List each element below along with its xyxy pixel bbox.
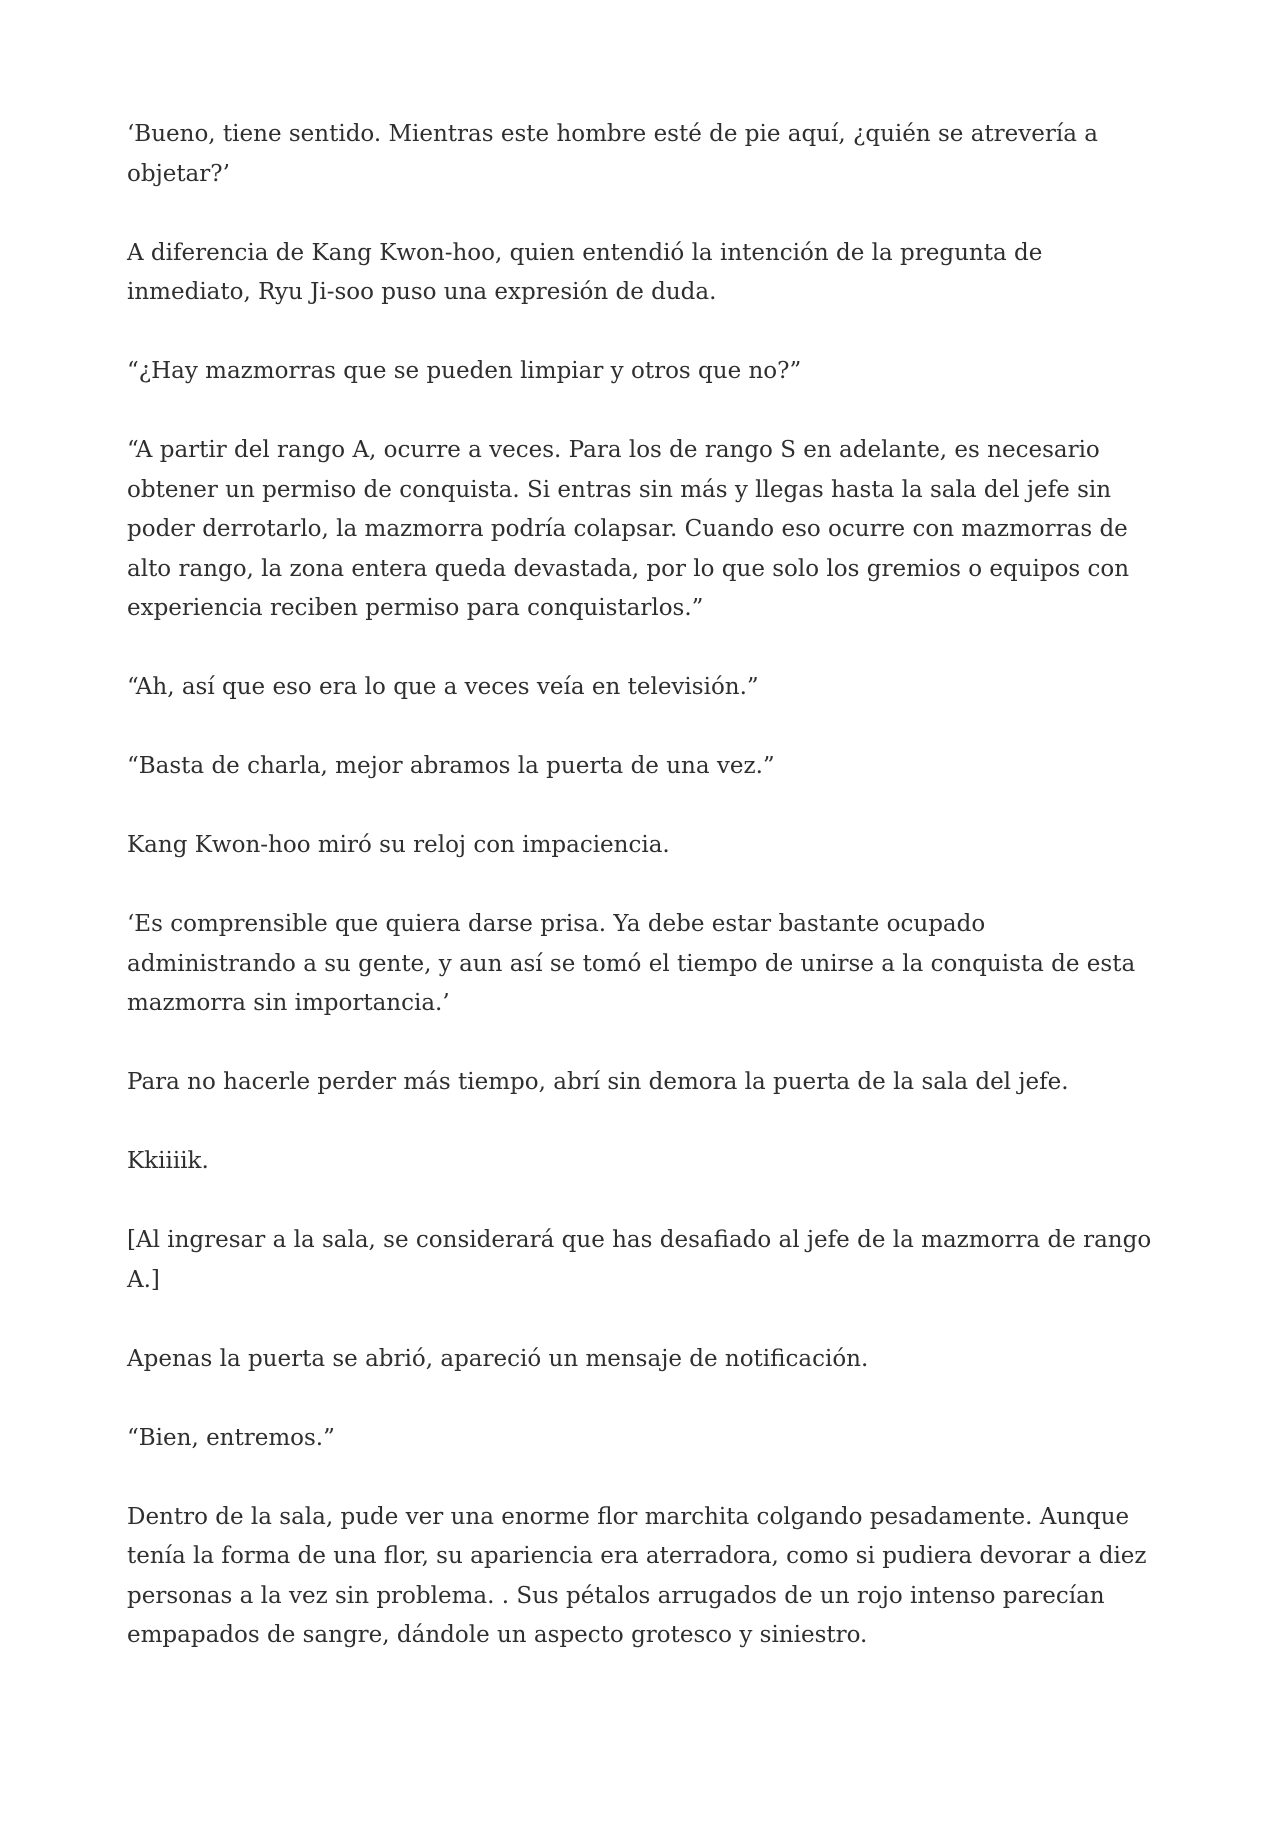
paragraph: [Al ingresar a la sala, se considerará que has desafiado al jefe de la mazmorra de rango A.]: [127, 1227, 1152, 1293]
paragraph: “¿Hay mazmorras que se pueden limpiar y otros que no?”: [127, 358, 802, 384]
paragraph: Kkiiiik.: [127, 1148, 209, 1174]
paragraph: Dentro de la sala, pude ver una enorme flor marchita colgando pesadamente. Aunque tenía la forma de una flor, su apariencia era aterradora, como si pudiera devorar a diez personas a la vez sin problema. . Sus pétalos arrugados de un rojo intenso parecían empapados de sangre, dándole un aspecto grotesco y siniestro.: [127, 1503, 1147, 1648]
paragraph: Apenas la puerta se abrió, apareció un mensaje de notificación.: [127, 1345, 869, 1372]
paragraph: Para no hacerle perder más tiempo, abrí sin demora la puerta de la sala del jefe.: [127, 1069, 1069, 1095]
paragraph: “Bien, entremos.”: [127, 1424, 335, 1451]
paragraph: “Basta de charla, mejor abramos la puerta de una vez.”: [127, 753, 775, 779]
paragraph: Kang Kwon-hoo miró su reloj con impaciencia.: [127, 832, 670, 858]
paragraph: A diferencia de Kang Kwon-hoo, quien entendió la intención de la pregunta de inmediato, Ryu Ji-soo puso una expresión de duda.: [127, 239, 1043, 305]
document-page: [127, 115, 1157, 1656]
paragraph: ‘Bueno, tiene sentido. Mientras este hombre esté de pie aquí, ¿quién se atrevería a objetar?’: [127, 121, 1098, 187]
paragraph: ‘Es comprensible que quiera darse prisa. Ya debe estar bastante ocupado administrando a su gente, y aun así se tomó el tiempo de unirse a la conquista de esta mazmorra sin importancia.’: [127, 911, 1136, 1016]
paragraph: “A partir del rango A, ocurre a veces. Para los de rango S en adelante, es necesario obtener un permiso de conquista. Si entras sin más y llegas hasta la sala del jefe sin poder derrotarlo, la mazmorra podría colapsar. Cuando eso ocurre con mazmorras de alto rango, la zona entera queda devastada, por lo que solo los gremios o equipos con experiencia reciben permiso para conquistarlos.”: [127, 437, 1130, 621]
paragraph: “Ah, así que eso era lo que a veces veía en televisión.”: [127, 674, 759, 700]
